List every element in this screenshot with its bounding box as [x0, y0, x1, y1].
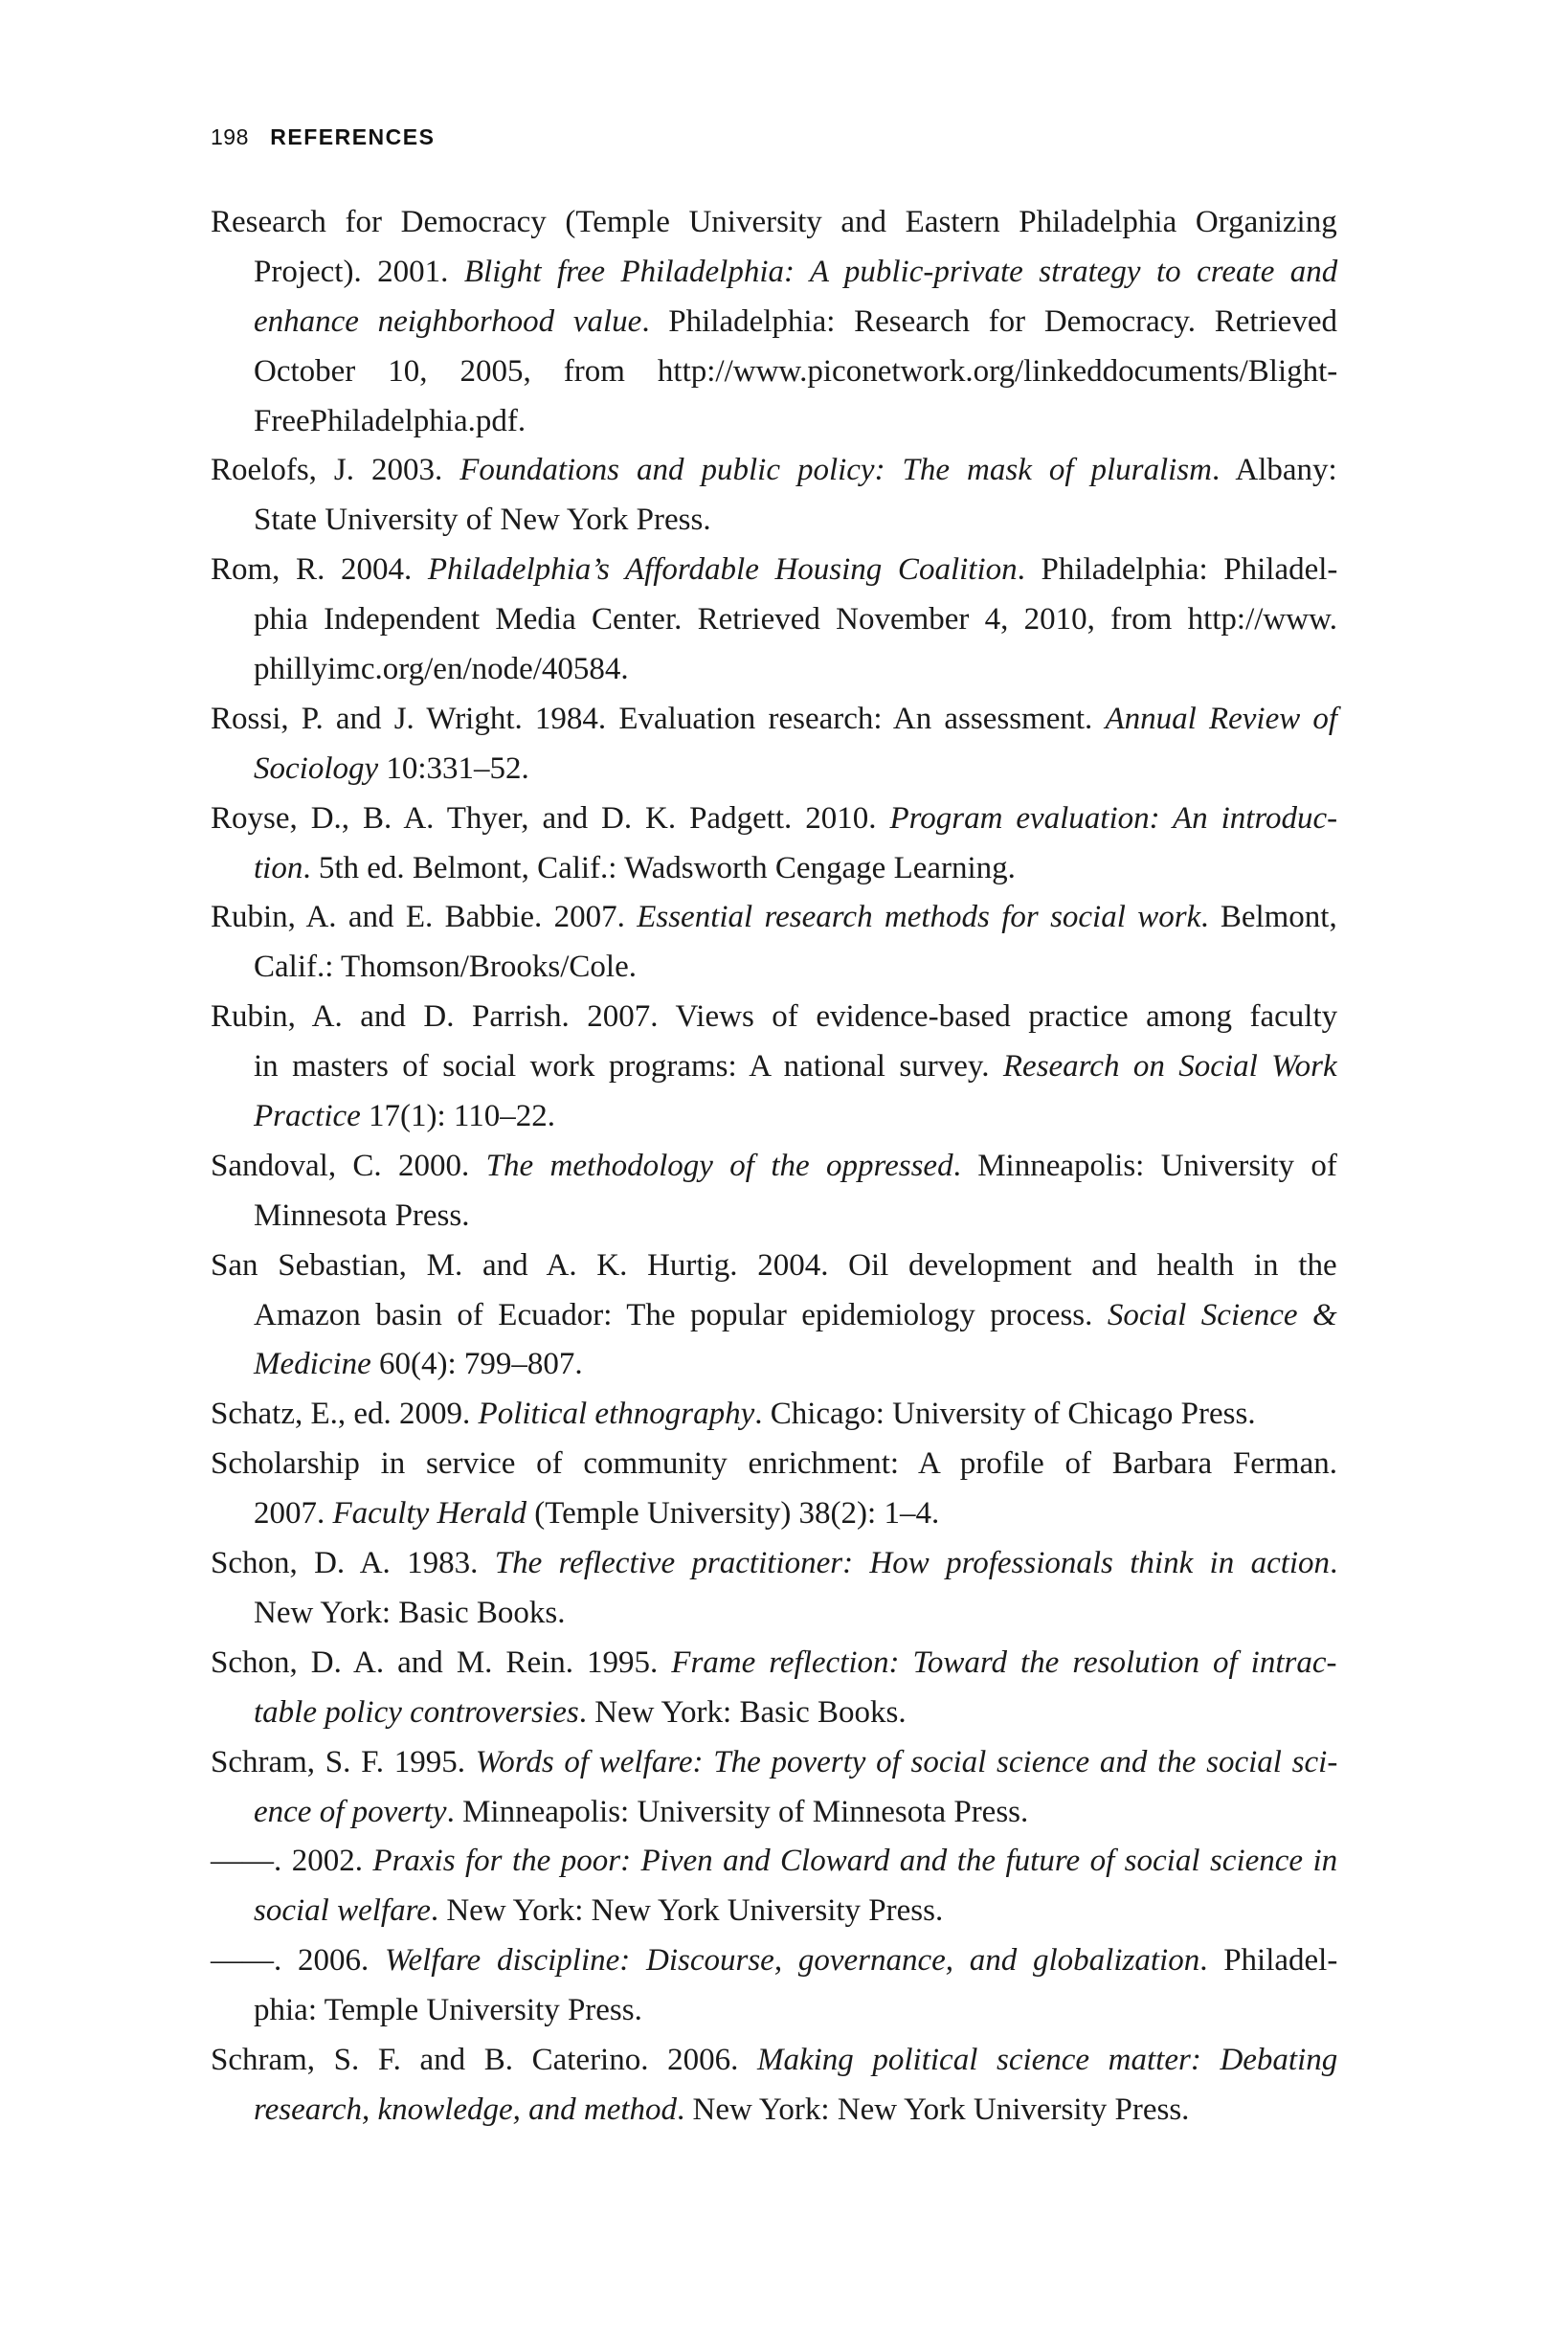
reference-text: San Sebastian, M. and A. K. Hurtig. 2004. Oil development and health in the: [211, 1247, 1337, 1283]
reference-text: . New York: Basic Books.: [578, 1694, 907, 1730]
reference-line: [254, 1192, 1337, 1242]
reference-title-text: Praxis for the poor: Piven and Cloward and the future of social science in: [372, 1844, 1338, 1879]
reference-line: [211, 695, 1337, 745]
reference-line: [254, 1489, 1337, 1539]
reference-text: in masters of social work programs: A national survey.: [254, 1049, 1003, 1085]
reference-text: Minnesota Press.: [254, 1197, 470, 1233]
reference-line: [254, 943, 1337, 993]
reference-text: Schon, D. A. 1983.: [211, 1546, 495, 1581]
reference-line: [211, 546, 1337, 595]
reference-line: [211, 1738, 1337, 1788]
reference-entry: [211, 2036, 1337, 2136]
section-title: REFERENCES: [270, 124, 436, 149]
reference-entry: [211, 1738, 1337, 1838]
reference-entry: [211, 1539, 1337, 1639]
reference-line: [254, 347, 1337, 397]
reference-line: [211, 1837, 1337, 1887]
reference-title-text: Blight free Philadelphia: A public-private strategy to create and: [463, 254, 1338, 289]
reference-text: 17(1): 110–22.: [360, 1099, 555, 1134]
reference-line: [211, 1142, 1337, 1192]
reference-line: [211, 2036, 1337, 2086]
reference-line: [254, 1042, 1337, 1092]
reference-text: (Temple University) 38(2): 1–4.: [526, 1496, 940, 1532]
reference-line: [211, 1390, 1337, 1440]
reference-text: Royse, D., B. A. Thyer, and D. K. Padgett. 2010.: [211, 800, 890, 836]
reference-text: Rubin, A. and D. Parrish. 2007. Views of evidence-based practice among faculty: [211, 999, 1338, 1035]
reference-text: . Philadelphia: Philadel-: [1017, 552, 1338, 588]
reference-text: . Belmont,: [1200, 900, 1337, 935]
reference-title-text: The reflective practitioner: How professionals think in action: [494, 1546, 1331, 1581]
reference-title-text: Frame reflection: Toward the resolution of intrac-: [671, 1644, 1337, 1680]
reference-title-text: Practice: [254, 1099, 361, 1134]
reference-text: ——. 2002.: [211, 1844, 373, 1879]
reference-text: ——. 2006.: [211, 1943, 385, 1979]
reference-line: [254, 645, 1337, 695]
reference-title-text: Sociology: [254, 750, 379, 786]
reference-text: . Minneapolis: University of Minnesota Press.: [446, 1794, 1029, 1829]
reference-title-text: enhance neighborhood value: [254, 303, 642, 339]
reference-line: [254, 1589, 1337, 1639]
reference-title-text: Philadelphia’s Affordable Housing Coalition: [427, 552, 1018, 588]
reference-title-text: Annual Review of: [1105, 701, 1338, 736]
reference-text: October 10, 2005, from http://www.piconetwork.org/linkeddocuments/Blight-: [254, 353, 1338, 389]
reference-line: [211, 1539, 1337, 1589]
reference-entry: [211, 1936, 1337, 2036]
reference-entry: [211, 446, 1337, 546]
reference-text: Schon, D. A. and M. Rein. 1995.: [211, 1644, 672, 1680]
reference-line: [254, 248, 1337, 298]
reference-entry: [211, 893, 1337, 993]
reference-line: [211, 1936, 1337, 1986]
reference-text: .: [1330, 1546, 1338, 1581]
reference-entry: [211, 1440, 1337, 1539]
reference-title-text: Welfare discipline: Discourse, governance, and globalization: [385, 1943, 1200, 1979]
reference-title-text: Research on Social Work: [1002, 1049, 1337, 1085]
reference-text: Schram, S. F. and B. Caterino. 2006.: [211, 2042, 757, 2077]
reference-title-text: Making political science matter: Debating: [756, 2042, 1338, 2077]
reference-text: . Philadel-: [1199, 1943, 1338, 1979]
reference-line: [211, 993, 1337, 1042]
reference-text: Rubin, A. and E. Babbie. 2007.: [211, 900, 638, 935]
running-head: [211, 124, 435, 150]
reference-list: [211, 198, 1337, 2136]
reference-text: phillyimc.org/en/node/40584.: [254, 652, 629, 687]
reference-line: [254, 1986, 1337, 2036]
reference-line: [254, 298, 1337, 347]
reference-title-text: tion: [254, 850, 303, 885]
reference-text: Schatz, E., ed. 2009.: [211, 1397, 479, 1432]
reference-text: . Minneapolis: University of: [952, 1148, 1337, 1183]
reference-line: [254, 1788, 1337, 1838]
reference-text: FreePhiladelphia.pdf.: [254, 403, 526, 438]
reference-line: [254, 1340, 1337, 1390]
reference-line: [254, 745, 1337, 794]
reference-text: Sandoval, C. 2000.: [211, 1148, 486, 1183]
reference-text: Schram, S. F. 1995.: [211, 1744, 476, 1779]
reference-entry: [211, 1142, 1337, 1242]
reference-text: Rom, R. 2004.: [211, 552, 428, 588]
reference-title-text: Program evaluation: An introduc-: [889, 800, 1338, 836]
reference-line: [254, 1291, 1337, 1341]
reference-entry: [211, 993, 1337, 1142]
reference-line: [211, 446, 1337, 496]
reference-text: 10:331–52.: [378, 750, 529, 786]
reference-entry: [211, 1837, 1337, 1936]
reference-line: [211, 794, 1337, 844]
reference-line: [254, 844, 1337, 894]
reference-text: State University of New York Press.: [254, 503, 711, 538]
reference-text: . 5th ed. Belmont, Calif.: Wadsworth Cengage Learning.: [302, 850, 1016, 885]
reference-text: Amazon basin of Ecuador: The popular epidemiology process.: [254, 1297, 1108, 1332]
reference-line: [254, 2086, 1337, 2136]
reference-entry: [211, 198, 1337, 446]
reference-title-text: social welfare: [254, 1893, 431, 1929]
reference-line: [211, 1639, 1337, 1689]
reference-line: [254, 595, 1337, 645]
reference-line: [211, 198, 1337, 248]
reference-title-text: research, knowledge, and method: [254, 2092, 678, 2127]
reference-title-text: Foundations and public policy: The mask of pluralism: [459, 453, 1212, 488]
reference-title-text: Faculty Herald: [332, 1496, 527, 1532]
reference-title-text: The methodology of the oppressed: [485, 1148, 953, 1183]
reference-text: Rossi, P. and J. Wright. 1984. Evaluation research: An assessment.: [211, 701, 1106, 736]
reference-text: . Chicago: University of Chicago Press.: [754, 1397, 1256, 1432]
reference-text: Calif.: Thomson/Brooks/Cole.: [254, 950, 637, 985]
reference-text: . New York: New York University Press.: [677, 2092, 1190, 2127]
reference-line: [254, 1887, 1337, 1936]
reference-title-text: Political ethnography: [478, 1397, 755, 1432]
reference-text: . Albany:: [1211, 453, 1337, 488]
reference-line: [211, 1440, 1337, 1489]
reference-title-text: Words of welfare: The poverty of social science and the social sci-: [475, 1744, 1338, 1779]
reference-entry: [211, 695, 1337, 794]
reference-entry: [211, 546, 1337, 695]
reference-line: [254, 496, 1337, 546]
reference-text: phia Independent Media Center. Retrieved November 4, 2010, from http://www.: [254, 602, 1338, 638]
reference-text: 2007.: [254, 1496, 333, 1532]
reference-text: . New York: New York University Press.: [430, 1893, 944, 1929]
reference-line: [211, 893, 1337, 943]
reference-entry: [211, 794, 1337, 894]
reference-title-text: Essential research methods for social work: [637, 900, 1201, 935]
reference-text: Project). 2001.: [254, 254, 464, 289]
reference-title-text: ence of poverty: [254, 1794, 447, 1829]
reference-text: 60(4): 799–807.: [370, 1347, 583, 1382]
reference-entry: [211, 1639, 1337, 1738]
reference-title-text: Social Science &: [1107, 1297, 1337, 1332]
reference-line: [211, 1242, 1337, 1291]
reference-text: Research for Democracy (Temple University and Eastern Philadelphia Organizing: [211, 205, 1337, 239]
reference-text: New York: Basic Books.: [254, 1595, 566, 1630]
reference-title-text: table policy controversies: [254, 1694, 579, 1730]
page-number: 198: [211, 124, 249, 149]
reference-text: Roelofs, J. 2003.: [211, 453, 460, 488]
reference-line: [254, 1689, 1337, 1738]
reference-title-text: Medicine: [254, 1347, 371, 1382]
reference-text: . Philadelphia: Research for Democracy. Retrieved: [641, 303, 1337, 339]
reference-text: Scholarship in service of community enrichment: A profile of Barbara Ferman.: [211, 1446, 1337, 1482]
reference-entry: [211, 1242, 1337, 1391]
reference-line: [254, 1092, 1337, 1142]
reference-line: [254, 397, 1337, 447]
reference-entry: [211, 1390, 1337, 1440]
reference-text: phia: Temple University Press.: [254, 1993, 642, 2028]
